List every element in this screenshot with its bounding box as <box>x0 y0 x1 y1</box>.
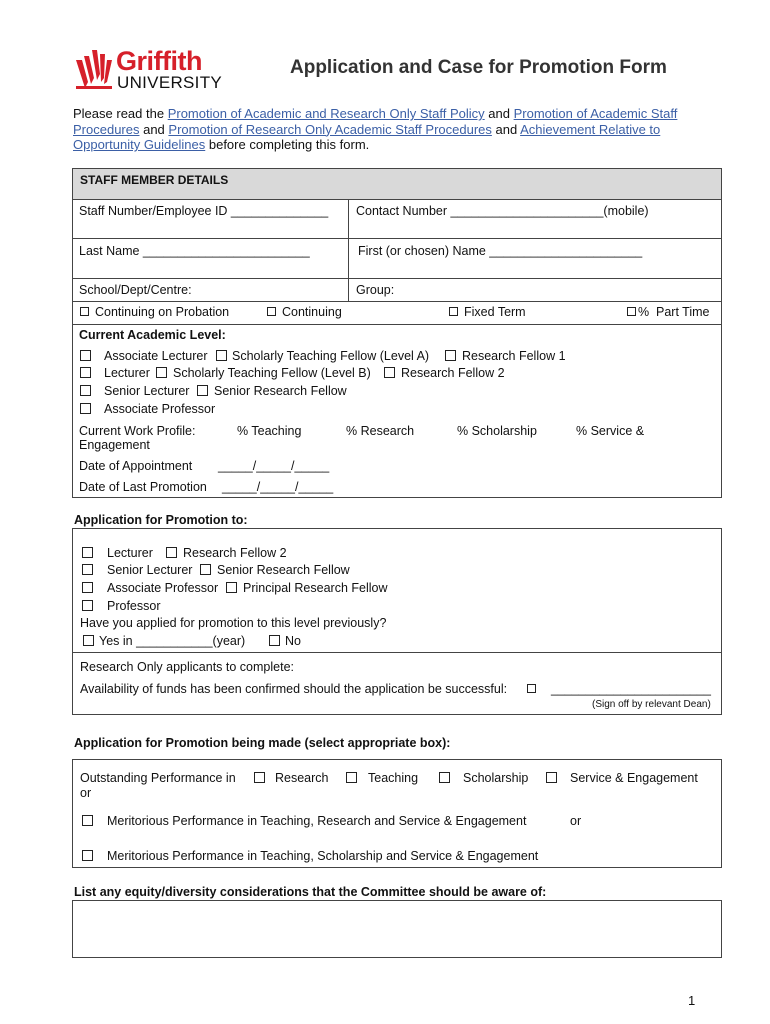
last-name-field[interactable]: Last Name ________________________ <box>79 244 310 258</box>
current-level-label: Current Academic Level: <box>79 328 226 342</box>
divider <box>72 652 722 653</box>
dean-signoff-caption: (Sign off by relevant Dean) <box>592 699 711 710</box>
divider <box>72 324 722 325</box>
intro-text: before completing this form. <box>205 137 370 152</box>
outstanding-research-label: Research <box>275 771 329 785</box>
part-time-checkbox[interactable] <box>627 307 636 316</box>
associate-professor-label: Associate Professor <box>104 402 216 416</box>
lecturer-checkbox[interactable] <box>80 367 91 378</box>
griffith-logo-icon <box>74 48 114 90</box>
apply-lecturer-label: Lecturer <box>107 546 153 560</box>
stf-level-b-checkbox[interactable] <box>156 367 167 378</box>
funds-confirmed-checkbox[interactable] <box>527 684 536 693</box>
research-fellow-2-checkbox[interactable] <box>384 367 395 378</box>
apply-senior-lecturer-checkbox[interactable] <box>82 564 93 575</box>
page-title: Application and Case for Promotion Form <box>290 57 667 78</box>
guidelines-link[interactable]: Achievement Relative to Opportunity Guidelines <box>73 121 661 152</box>
research-fellow-2-label: Research Fellow 2 <box>401 366 505 380</box>
associate-professor-checkbox[interactable] <box>80 403 91 414</box>
equity-input-box[interactable] <box>72 900 722 958</box>
work-profile-label: Current Work Profile: <box>79 424 196 438</box>
staff-number-field[interactable]: Staff Number/Employee ID ______________ <box>79 204 329 218</box>
school-field[interactable]: School/Dept/Centre: <box>79 283 192 297</box>
equity-heading: List any equity/diversity considerations that the Committee should be aware of: <box>74 885 547 899</box>
date-last-promotion-label: Date of Last Promotion <box>79 480 207 494</box>
intro-text: and <box>491 121 521 137</box>
apply-to-heading: Application for Promotion to: <box>74 513 248 527</box>
apply-assoc-prof-checkbox[interactable] <box>82 582 93 593</box>
stf-level-b-label: Scholarly Teaching Fellow (Level B) <box>173 366 371 380</box>
stf-level-a-label: Scholarly Teaching Fellow (Level A) <box>232 349 430 363</box>
meritorious-scholarship-label: Meritorious Performance in Teaching, Scholarship and Service & Engagement <box>107 849 539 863</box>
research-only-label: Research Only applicants to complete: <box>80 660 294 674</box>
meritorious-research-checkbox[interactable] <box>82 815 93 826</box>
profile-research-field[interactable]: % Research <box>346 424 415 438</box>
intro-text: and <box>484 106 514 121</box>
profile-scholarship-field[interactable]: % Scholarship <box>457 424 537 438</box>
funds-confirmation-label: Availability of funds has been confirmed should the application be successful: <box>80 682 508 696</box>
being-made-heading: Application for Promotion being made (select appropriate box): <box>74 736 451 750</box>
lecturer-label: Lecturer <box>104 366 150 380</box>
first-name-field[interactable]: First (or chosen) Name ______________________ <box>358 244 643 258</box>
profile-service-field[interactable]: % Service & <box>576 424 645 438</box>
group-field[interactable]: Group: <box>356 283 395 297</box>
or-label: or <box>570 814 582 828</box>
senior-research-fellow-label: Senior Research Fellow <box>214 384 347 398</box>
previous-application-question: Have you applied for promotion to this level previously? <box>80 616 387 630</box>
apply-srf-label: Senior Research Fellow <box>217 563 350 577</box>
date-appointment-label: Date of Appointment <box>79 459 193 473</box>
dean-signoff-field[interactable]: _______________________ <box>551 682 711 696</box>
part-time-label: Part Time <box>656 305 710 319</box>
probation-label: Continuing on Probation <box>95 305 230 319</box>
outstanding-service-checkbox[interactable] <box>546 772 557 783</box>
apply-assoc-prof-label: Associate Professor <box>107 581 219 595</box>
continuing-checkbox[interactable] <box>267 307 276 316</box>
probation-checkbox[interactable] <box>80 307 89 316</box>
senior-lecturer-label: Senior Lecturer <box>104 384 190 398</box>
continuing-label: Continuing <box>282 305 342 319</box>
associate-lecturer-label: Associate Lecturer <box>104 349 208 363</box>
outstanding-research-checkbox[interactable] <box>254 772 265 783</box>
divider <box>72 301 722 302</box>
meritorious-research-label: Meritorious Performance in Teaching, Research and Service & Engagement <box>107 814 527 828</box>
apply-professor-label: Professor <box>107 599 161 613</box>
policy-link[interactable]: Promotion of Academic and Research Only Staff Policy <box>167 106 485 121</box>
outstanding-teaching-checkbox[interactable] <box>346 772 357 783</box>
contact-number-field[interactable]: Contact Number ______________________(mobile) <box>356 204 649 218</box>
academic-procedures-link[interactable]: Promotion of Academic Staff Procedures <box>73 106 678 137</box>
work-profile-engagement: Engagement <box>79 438 150 452</box>
part-time-percent: % <box>638 305 650 319</box>
staff-details-header: STAFF MEMBER DETAILS <box>80 173 229 187</box>
outstanding-service-label: Service & Engagement <box>570 771 698 785</box>
page-number: 1 <box>688 993 696 1008</box>
apply-senior-lecturer-label: Senior Lecturer <box>107 563 193 577</box>
research-fellow-1-checkbox[interactable] <box>445 350 456 361</box>
previous-yes-checkbox[interactable] <box>83 635 94 646</box>
previous-no-checkbox[interactable] <box>269 635 280 646</box>
research-fellow-1-label: Research Fellow 1 <box>462 349 566 363</box>
intro-paragraph <box>73 106 713 153</box>
outstanding-scholarship-label: Scholarship <box>463 771 529 785</box>
divider <box>72 238 722 239</box>
stf-level-a-checkbox[interactable] <box>216 350 227 361</box>
apply-rf2-label: Research Fellow 2 <box>183 546 287 560</box>
senior-lecturer-checkbox[interactable] <box>80 385 91 396</box>
fixed-term-label: Fixed Term <box>464 305 526 319</box>
apply-prf-label: Principal Research Fellow <box>243 581 388 595</box>
meritorious-scholarship-checkbox[interactable] <box>82 850 93 861</box>
intro-text: and <box>139 121 169 137</box>
divider <box>348 199 349 301</box>
apply-lecturer-checkbox[interactable] <box>82 547 93 558</box>
previous-yes-label[interactable]: Yes in ___________(year) <box>99 634 246 648</box>
intro-text: Please read the <box>73 106 168 121</box>
apply-srf-checkbox[interactable] <box>200 564 211 575</box>
logo-subtitle: UNIVERSITY <box>117 73 223 92</box>
outstanding-scholarship-checkbox[interactable] <box>439 772 450 783</box>
logo-wordmark: Griffith <box>116 46 202 76</box>
apply-professor-checkbox[interactable] <box>82 600 93 611</box>
divider <box>72 199 722 200</box>
divider <box>72 278 722 279</box>
outstanding-label: Outstanding Performance in <box>80 771 236 785</box>
outstanding-teaching-label: Teaching <box>368 771 419 785</box>
date-last-promotion-field[interactable]: _____/_____/_____ <box>222 480 334 494</box>
previous-no-label: No <box>285 634 301 648</box>
apply-rf2-checkbox[interactable] <box>166 547 177 558</box>
apply-prf-checkbox[interactable] <box>226 582 237 593</box>
profile-teaching-field[interactable]: % Teaching <box>237 424 302 438</box>
fixed-term-checkbox[interactable] <box>449 307 458 316</box>
research-procedures-link[interactable]: Promotion of Research Only Academic Staff Procedures <box>168 121 492 137</box>
associate-lecturer-checkbox[interactable] <box>80 350 91 361</box>
date-appointment-field[interactable]: _____/_____/_____ <box>218 459 330 473</box>
or-label: or <box>80 786 92 800</box>
senior-research-fellow-checkbox[interactable] <box>197 385 208 396</box>
